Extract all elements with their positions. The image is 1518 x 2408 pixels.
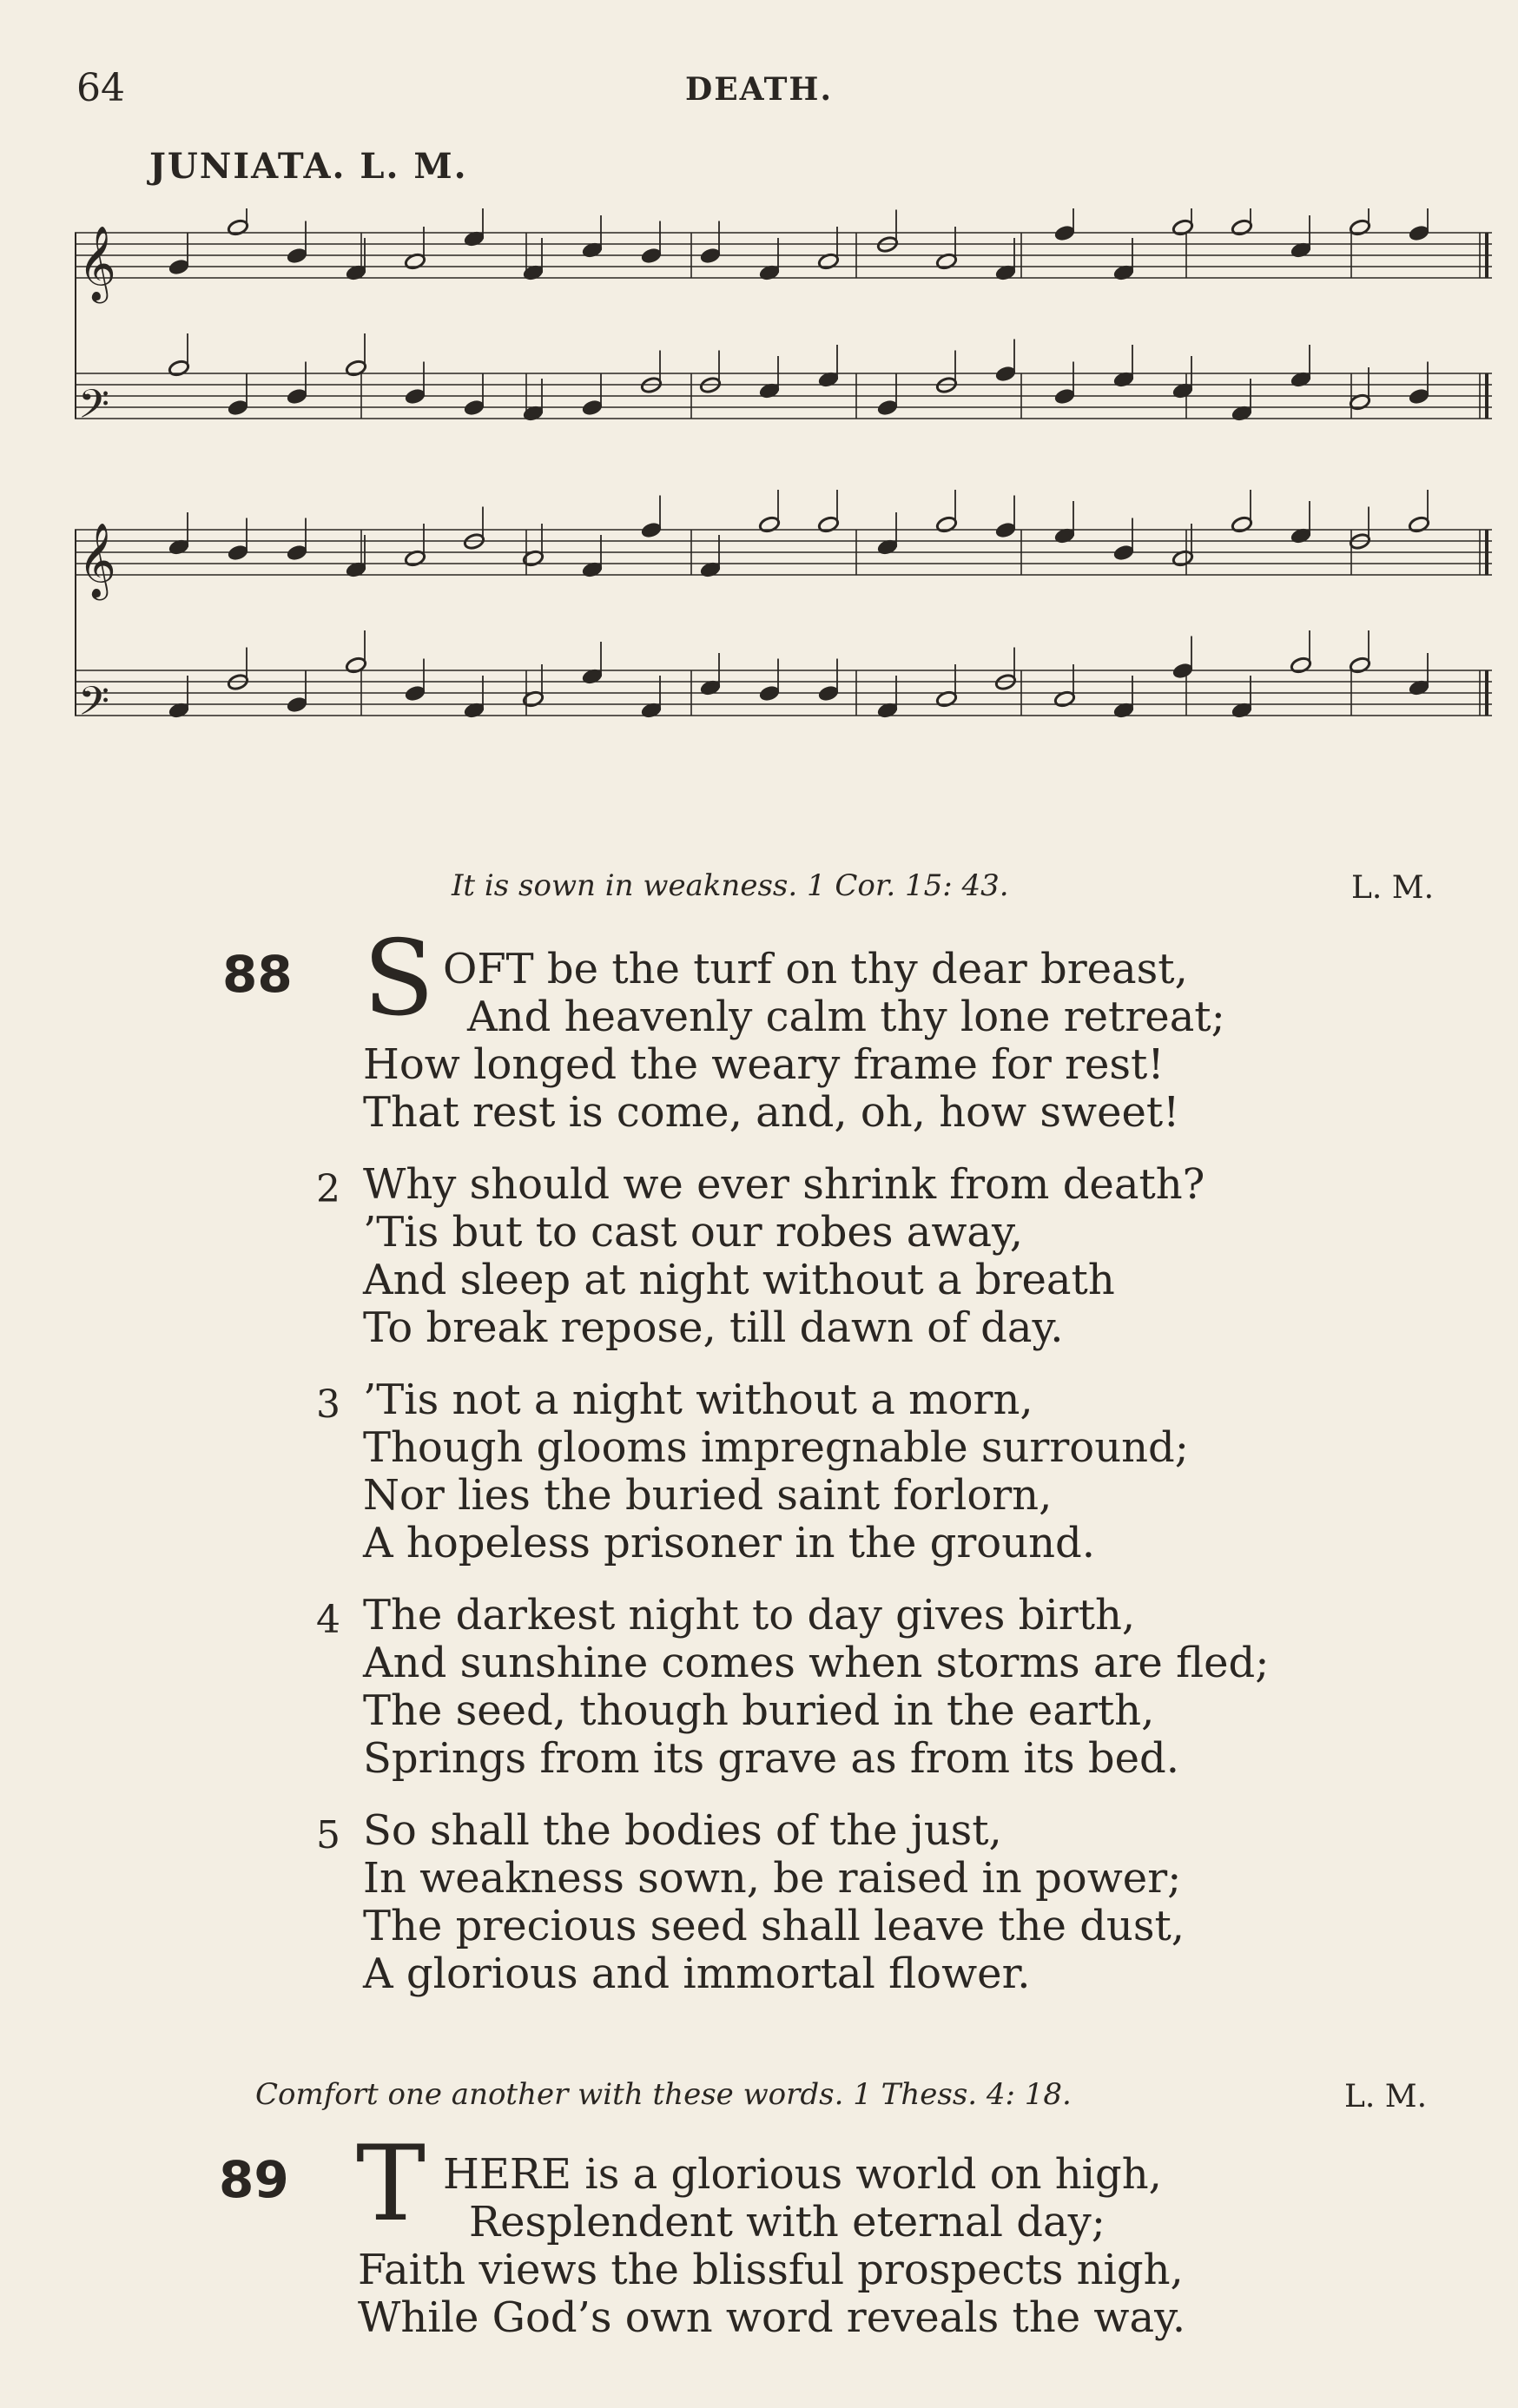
clef-symbol: 𝄢 xyxy=(78,678,110,735)
hymn-89-heading: Comfort one another with these words. 1 Thess. 4: 18. xyxy=(255,2077,1072,2112)
page-number: 64 xyxy=(76,66,125,110)
verse-line: A glorious and immortal flower. xyxy=(363,1949,1031,1998)
verse-line: And sleep at night without a breath xyxy=(363,1256,1115,1304)
note-head xyxy=(404,387,426,406)
verse-line: Why should we ever shrink from death? xyxy=(363,1160,1205,1209)
hymn-89-first-line xyxy=(443,2150,1162,2199)
note-head xyxy=(699,247,721,265)
clef-symbol: 𝄢 xyxy=(78,381,110,438)
hymn-89-meter: L. M. xyxy=(1344,2079,1428,2114)
verse-line: That rest is come, and, oh, how sweet! xyxy=(363,1088,1180,1137)
note-head xyxy=(227,399,248,417)
verse-line: The darkest night to day gives birth, xyxy=(363,1591,1136,1639)
note-head xyxy=(286,247,307,265)
note-head xyxy=(227,219,248,237)
hymn-88-heading: It is sown in weakness. 1 Cor. 15: 43. xyxy=(452,868,1009,903)
note-head xyxy=(168,258,189,276)
note-head xyxy=(286,696,307,714)
stanza-number: 5 xyxy=(316,1813,340,1857)
note-head xyxy=(1053,224,1075,242)
note-head xyxy=(935,516,957,534)
note-head xyxy=(817,516,839,534)
verse-line: While God’s own word reveals the way. xyxy=(358,2293,1186,2342)
note-head xyxy=(640,247,662,265)
note-head xyxy=(286,544,307,562)
note-head xyxy=(876,399,898,417)
verse-line: So shall the bodies of the just, xyxy=(363,1806,1002,1855)
hymn-89-dropcap: T xyxy=(356,2124,426,2245)
note-head xyxy=(640,521,662,539)
hymn-88-number: 88 xyxy=(222,945,293,1004)
note-head xyxy=(345,656,366,675)
note-head xyxy=(227,544,248,562)
note-head xyxy=(168,360,189,378)
note-head xyxy=(994,521,1016,539)
verse-line: Springs from its grave as from its bed. xyxy=(363,1734,1179,1783)
verse-line: Though glooms impregnable surround; xyxy=(363,1423,1189,1472)
clef-symbol: 𝄞 xyxy=(78,226,116,300)
note-head xyxy=(1349,656,1370,675)
verse-line: In weakness sown, be raised in power; xyxy=(363,1854,1182,1903)
note-head xyxy=(581,399,603,417)
verse-line: The seed, though buried in the earth, xyxy=(363,1686,1155,1735)
note-head xyxy=(1112,544,1134,562)
stanza-number: 3 xyxy=(316,1382,340,1427)
hymn-88-dropcap: S xyxy=(363,919,435,1039)
note-head xyxy=(1408,387,1429,406)
hymn-88-first-line xyxy=(443,945,1188,993)
running-head: DEATH. xyxy=(685,71,833,108)
first-line-rest: is a glorious world on high, xyxy=(571,2150,1162,2199)
verse-line: And heavenly calm thy lone retreat; xyxy=(467,993,1225,1041)
tune-name: JUNIATA. L. M. xyxy=(149,146,468,187)
note-head xyxy=(1349,219,1370,237)
hymn-88-meter: L. M. xyxy=(1351,870,1435,906)
note-head xyxy=(345,360,366,378)
first-word-smallcaps: HERE xyxy=(443,2150,572,2199)
note-head xyxy=(404,684,426,703)
clef-symbol: 𝄞 xyxy=(78,523,116,597)
note-head xyxy=(1231,516,1252,534)
note-head xyxy=(1408,224,1429,242)
verse-line: To break repose, till dawn of day. xyxy=(363,1303,1064,1352)
note-head xyxy=(994,365,1016,383)
stanza-number: 2 xyxy=(316,1167,340,1211)
verse-line: And sunshine comes when storms are fled; xyxy=(363,1639,1270,1687)
note-head xyxy=(758,684,780,703)
note-head xyxy=(463,399,485,417)
verse-line: Faith views the blissful prospects nigh, xyxy=(358,2246,1184,2294)
music-score xyxy=(75,208,1499,799)
verse-line: How longed the weary frame for rest! xyxy=(363,1040,1165,1089)
note-head xyxy=(1172,662,1193,680)
note-head xyxy=(1408,516,1429,534)
verse-line: Resplendent with eternal day; xyxy=(469,2198,1106,2246)
verse-line: A hopeless prisoner in the ground. xyxy=(363,1519,1095,1567)
note-head xyxy=(1053,387,1075,406)
stanza-number: 4 xyxy=(316,1598,340,1642)
verse-line: ’Tis but to cast our robes away, xyxy=(363,1208,1024,1257)
hymn-89-number: 89 xyxy=(219,2150,289,2209)
note-head xyxy=(1290,656,1311,675)
first-line-rest: be the turf on thy dear breast, xyxy=(533,945,1188,993)
verse-line: Nor lies the buried saint forlorn, xyxy=(363,1471,1053,1520)
note-head xyxy=(758,516,780,534)
first-word-smallcaps: OFT xyxy=(443,945,534,993)
note-head xyxy=(1172,219,1193,237)
note-head xyxy=(817,684,839,703)
note-head xyxy=(286,387,307,406)
note-head xyxy=(1231,219,1252,237)
verse-line: ’Tis not a night without a morn, xyxy=(363,1376,1033,1424)
verse-line: The precious seed shall leave the dust, xyxy=(363,1902,1185,1950)
